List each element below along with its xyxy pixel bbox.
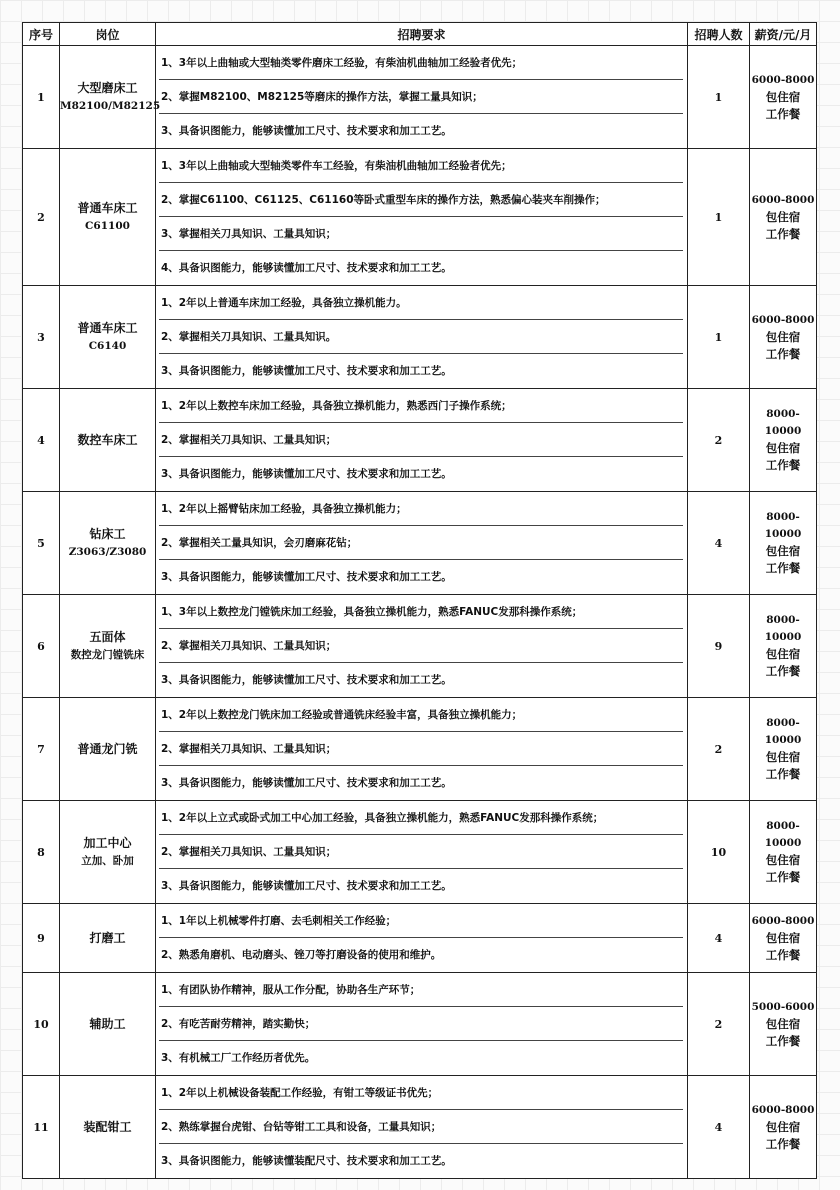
salary-benefit: 工作餐 (765, 767, 801, 781)
row-number: 10 (23, 973, 60, 1076)
job-requirements (156, 595, 688, 698)
hire-count: 1 (688, 46, 750, 149)
salary-benefit: 包住宿 (765, 544, 801, 558)
table-row (23, 389, 817, 492)
row-number: 8 (23, 801, 60, 904)
table-row (23, 149, 817, 286)
salary-benefit: 工作餐 (765, 947, 801, 962)
requirement-item: 3、具备识图能力，能够读懂加工尺寸、技术要求和加工工艺。 (161, 571, 452, 583)
table-body (23, 46, 817, 1179)
requirement-item: 2、掌握相关刀具知识、工量具知识； (159, 732, 683, 766)
salary-benefit: 工作餐 (765, 664, 801, 678)
job-position (60, 1076, 156, 1179)
salary-range: 8000-10000 (764, 820, 802, 849)
hire-count: 10 (688, 801, 750, 904)
hire-count: 2 (688, 389, 750, 492)
salary-benefit: 工作餐 (765, 106, 801, 121)
requirement-item: 3、具备识图能力，能够读懂加工尺寸、技术要求和加工工艺。 (161, 365, 452, 377)
salary-benefit: 包住宿 (765, 329, 801, 344)
table-row (23, 286, 817, 389)
job-model: 立加、卧加 (81, 855, 134, 867)
salary-benefit: 工作餐 (765, 226, 801, 241)
requirement-item: 2、掌握相关刀具知识、工量具知识。 (159, 320, 683, 354)
salary-benefit: 包住宿 (765, 930, 801, 945)
requirement-item: 2、掌握相关刀具知识、工量具知识； (159, 629, 683, 663)
salary-info (750, 801, 817, 904)
salary-range: 6000-8000 (751, 193, 815, 206)
job-requirements (156, 698, 688, 801)
job-requirements (156, 389, 688, 492)
table-row (23, 973, 817, 1076)
job-model: 数控龙门镗铣床 (70, 649, 145, 661)
requirement-item: 2、掌握相关工量具知识，会刃磨麻花钻； (159, 526, 683, 560)
job-requirements (156, 149, 688, 286)
salary-info (750, 698, 817, 801)
requirement-item: 2、掌握M82100、M82125等磨床的操作方法，掌握工量具知识； (159, 80, 683, 114)
requirement-list (156, 904, 687, 972)
requirement-item: 3、掌握相关刀具知识、工量具知识； (159, 217, 683, 251)
requirement-item: 2、掌握相关刀具知识、工量具知识； (159, 423, 683, 457)
salary-benefit: 工作餐 (765, 1033, 801, 1048)
job-position (60, 389, 156, 492)
job-model: M82100/M82125 (60, 100, 161, 112)
job-position (60, 698, 156, 801)
salary-range: 8000-10000 (764, 717, 802, 746)
salary-benefit: 包住宿 (765, 1119, 801, 1134)
requirement-list (156, 149, 687, 285)
salary-benefit: 包住宿 (765, 441, 801, 455)
job-title: 大型磨床工 (77, 81, 138, 95)
requirement-item: 1、2年以上立式或卧式加工中心加工经验，具备独立操机能力，熟悉FANUC发那科操作系统； (159, 801, 683, 835)
requirement-item: 2、掌握相关刀具知识、工量具知识； (159, 835, 683, 869)
table-row (23, 698, 817, 801)
salary-info (750, 46, 817, 149)
job-position (60, 904, 156, 973)
table-row (23, 46, 817, 149)
salary-range: 6000-8000 (751, 313, 815, 326)
table-header (23, 23, 817, 46)
header-count: 招聘人数 (688, 23, 750, 46)
row-number: 7 (23, 698, 60, 801)
job-requirements (156, 801, 688, 904)
hire-count: 1 (688, 286, 750, 389)
salary-benefit: 工作餐 (765, 458, 801, 472)
requirement-item: 1、3年以上曲轴或大型轴类零件车工经验，有柴油机曲轴加工经验者优先； (159, 149, 683, 183)
job-model: Z3063/Z3080 (68, 546, 147, 558)
job-title: 装配钳工 (83, 1120, 132, 1134)
table-row (23, 595, 817, 698)
header-row (23, 23, 817, 46)
salary-range: 8000-10000 (764, 511, 802, 540)
requirement-item: 3、具备识图能力，能够读懂加工尺寸、技术要求和加工工艺。 (161, 125, 452, 137)
requirement-list (156, 698, 687, 800)
row-number: 4 (23, 389, 60, 492)
salary-info (750, 973, 817, 1076)
requirement-item: 3、具备识图能力，能够读懂加工尺寸、技术要求和加工工艺。 (161, 468, 452, 480)
hire-count: 9 (688, 595, 750, 698)
requirement-item: 1、1年以上机械零件打磨、去毛刺相关工作经验； (159, 904, 683, 938)
salary-info (750, 149, 817, 286)
job-requirements (156, 973, 688, 1076)
requirement-item: 1、2年以上摇臂钻床加工经验，具备独立操机能力； (159, 492, 683, 526)
salary-info (750, 904, 817, 973)
table-row (23, 492, 817, 595)
job-requirements (156, 46, 688, 149)
row-number: 5 (23, 492, 60, 595)
requirement-list (156, 973, 687, 1075)
job-title: 普通车床工 (77, 201, 138, 215)
row-number: 2 (23, 149, 60, 286)
salary-benefit: 包住宿 (765, 853, 801, 867)
requirement-item: 3、具备识图能力，能够读懂加工尺寸、技术要求和加工工艺。 (161, 880, 452, 892)
header-num: 序号 (23, 23, 60, 46)
hire-count: 2 (688, 698, 750, 801)
header-requirements: 招聘要求 (156, 23, 688, 46)
job-title: 普通车床工 (77, 321, 138, 335)
hire-count: 2 (688, 973, 750, 1076)
job-position (60, 46, 161, 149)
hire-count: 4 (688, 1076, 750, 1179)
requirement-list (156, 492, 687, 594)
job-title: 加工中心 (83, 836, 132, 850)
job-requirements (156, 286, 688, 389)
job-title: 五面体 (89, 630, 126, 644)
hire-count: 4 (688, 492, 750, 595)
salary-info (750, 286, 817, 389)
requirement-item: 4、具备识图能力，能够读懂加工尺寸、技术要求和加工工艺。 (161, 262, 452, 274)
table-row (23, 1076, 817, 1179)
requirement-item: 1、有团队协作精神，服从工作分配，协助各生产环节； (159, 973, 683, 1007)
requirement-list (156, 801, 687, 903)
hire-count: 1 (688, 149, 750, 286)
job-title: 数控车床工 (77, 433, 138, 447)
recruitment-table (22, 22, 817, 1179)
salary-range: 6000-8000 (751, 914, 815, 927)
row-number: 6 (23, 595, 60, 698)
job-title: 打磨工 (89, 931, 126, 945)
requirement-list (156, 46, 687, 148)
row-number: 1 (23, 46, 60, 149)
job-position (60, 286, 156, 389)
job-position (60, 801, 156, 904)
row-number: 11 (23, 1076, 60, 1179)
salary-info (750, 1076, 817, 1179)
requirement-item: 3、具备识图能力，能够读懂加工尺寸、技术要求和加工工艺。 (161, 674, 452, 686)
job-requirements (156, 492, 688, 595)
requirement-list (156, 389, 687, 491)
salary-benefit: 包住宿 (765, 1016, 801, 1031)
row-number: 3 (23, 286, 60, 389)
salary-benefit: 工作餐 (765, 561, 801, 575)
table-row (23, 904, 817, 973)
requirement-item: 3、具备识图能力，能够读懂装配尺寸、技术要求和加工工艺。 (161, 1155, 452, 1167)
salary-range: 6000-8000 (751, 1103, 815, 1116)
requirement-item: 3、有机械工厂工作经历者优先。 (161, 1052, 316, 1064)
hire-count: 4 (688, 904, 750, 973)
job-position (60, 595, 156, 698)
salary-range: 6000-8000 (751, 73, 815, 86)
requirement-item: 2、熟悉角磨机、电动磨头、锉刀等打磨设备的使用和维护。 (161, 949, 442, 961)
job-position (60, 149, 156, 286)
requirement-item: 1、2年以上普通车床加工经验，具备独立操机能力。 (159, 286, 683, 320)
salary-info (750, 389, 817, 492)
salary-benefit: 包住宿 (765, 209, 801, 224)
requirement-item: 2、掌握C61100、C61125、C61160等卧式重型车床的操作方法，熟悉偏心装夹车削操作； (159, 183, 683, 217)
salary-benefit: 工作餐 (765, 346, 801, 361)
header-position: 岗位 (60, 23, 156, 46)
salary-benefit: 工作餐 (765, 870, 801, 884)
requirement-item: 1、2年以上数控龙门铣床加工经验或普通铣床经验丰富，具备独立操机能力； (159, 698, 683, 732)
requirement-list (156, 595, 687, 697)
requirement-list (156, 1076, 687, 1178)
requirement-item: 1、2年以上机械设备装配工作经验，有钳工等级证书优先； (159, 1076, 683, 1110)
requirement-item: 2、熟练掌握台虎钳、台钻等钳工工具和设备，工量具知识； (159, 1110, 683, 1144)
job-requirements (156, 1076, 688, 1179)
requirement-item: 1、2年以上数控车床加工经验，具备独立操机能力，熟悉西门子操作系统； (159, 389, 683, 423)
job-title: 普通龙门铣 (77, 742, 138, 756)
salary-benefit: 工作餐 (765, 1136, 801, 1151)
salary-range: 5000-6000 (751, 1000, 815, 1013)
requirement-item: 1、3年以上数控龙门镗铣床加工经验，具备独立操机能力，熟悉FANUC发那科操作系统； (159, 595, 683, 629)
salary-range: 8000-10000 (764, 614, 802, 643)
job-position (60, 973, 156, 1076)
requirement-list (156, 286, 687, 388)
job-model: C6140 (88, 340, 127, 352)
salary-benefit: 包住宿 (765, 750, 801, 764)
salary-info (750, 492, 817, 595)
row-number: 9 (23, 904, 60, 973)
requirement-item: 3、具备识图能力，能够读懂加工尺寸、技术要求和加工工艺。 (161, 777, 452, 789)
job-model: C61100 (85, 220, 130, 232)
salary-benefit: 包住宿 (765, 89, 801, 104)
table-row (23, 801, 817, 904)
job-requirements (156, 904, 688, 973)
salary-range: 8000-10000 (764, 408, 802, 437)
salary-info (750, 595, 817, 698)
recruitment-sheet (22, 22, 816, 1166)
salary-benefit: 包住宿 (765, 647, 801, 661)
job-title: 辅助工 (89, 1017, 126, 1031)
job-position (60, 492, 156, 595)
requirement-item: 2、有吃苦耐劳精神，踏实勤快； (159, 1007, 683, 1041)
requirement-item: 1、3年以上曲轴或大型轴类零件磨床工经验，有柴油机曲轴加工经验者优先； (159, 46, 683, 80)
job-title: 钻床工 (89, 527, 126, 541)
header-salary: 薪资/元/月 (750, 23, 817, 46)
